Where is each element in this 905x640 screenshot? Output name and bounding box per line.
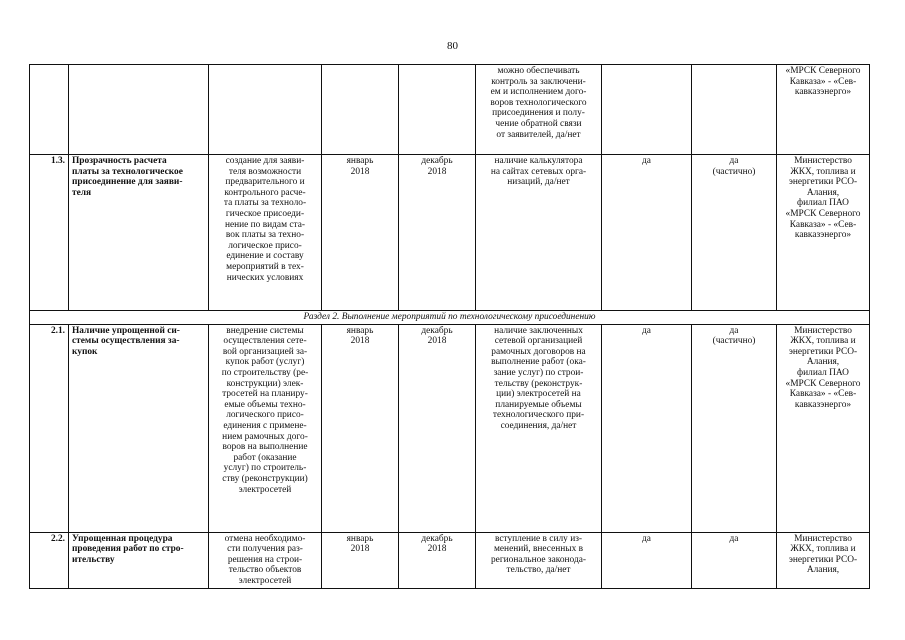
row-value-1: да	[602, 155, 692, 311]
row-responsible: Министерство ЖКХ, топлива и энергетики РСО- Алания, филиал ПАО «МРСК Северного Кавказа» - «Сев- кавказэнерго»	[777, 155, 870, 311]
row-title	[69, 65, 209, 155]
row-indicator: наличие калькулятора на сайтах сетевых орга- низаций, да/нет	[476, 155, 602, 311]
measures-table	[29, 64, 870, 589]
row-start-date: январь 2018	[322, 155, 399, 311]
section-title: Раздел 2. Выполнение мероприятий по технологическому присоединению	[30, 311, 870, 325]
row-value-2: да (частично)	[692, 324, 777, 532]
row-measure: отмена необходимо- сти получения раз- решения на строи- тельство объектов электросетей	[209, 532, 322, 588]
row-number: 2.1.	[30, 324, 69, 532]
row-measure	[209, 65, 322, 155]
row-value-1: да	[602, 324, 692, 532]
row-responsible: Министерство ЖКХ, топлива и энергетики РСО- Алания,	[777, 532, 870, 588]
row-start-date: январь 2018	[322, 324, 399, 532]
row-number: 2.2.	[30, 532, 69, 588]
row-responsible: Министерство ЖКХ, топлива и энергетики РСО- Алания, филиал ПАО «МРСК Северного Кавказа» - «Сев- кавказэнерго»	[777, 324, 870, 532]
table-row	[30, 324, 870, 532]
page-number: 80	[447, 40, 458, 52]
row-end-date: декабрь 2018	[399, 324, 476, 532]
row-title: Упрощенная процедура проведения работ по стро- ительству	[69, 532, 209, 588]
row-indicator: наличие заключенных сетевой организацией рамочных договоров на выполнение работ (ока- зание услуг) по строи- тельству (реконструк- ции) электросетей на планируемые объемы технологического при- соединения, да/нет	[476, 324, 602, 532]
row-end-date: декабрь 2018	[399, 532, 476, 588]
row-value-1: да	[602, 532, 692, 588]
row-start-date	[322, 65, 399, 155]
row-value-2: да	[692, 532, 777, 588]
row-value-2: да (частично)	[692, 155, 777, 311]
row-responsible: «МРСК Северного Кавказа» - «Сев- кавказэнерго»	[777, 65, 870, 155]
row-title: Наличие упрощенной си- стемы осуществления за- купок	[69, 324, 209, 532]
row-value-1	[602, 65, 692, 155]
row-end-date: декабрь 2018	[399, 155, 476, 311]
row-number: 1.3.	[30, 155, 69, 311]
table-row	[30, 532, 870, 588]
row-indicator: можно обеспечивать контроль за заключени- ем и исполнением дого- воров технологического присоединения и полу- чение обратной связи от заявителей, да/нет	[476, 65, 602, 155]
row-number	[30, 65, 69, 155]
row-measure: создание для заяви- теля возможности предварительного и контрольного расче- та платы за техноло- гическое присоеди- нение по видам ста- вок платы за техно- логическое присо- единение и составу мероприятий в тех- нических условиях	[209, 155, 322, 311]
row-indicator: вступление в силу из- менений, внесенных в региональное законода- тельство, да/нет	[476, 532, 602, 588]
row-title: Прозрачность расчета платы за технологическое присоединение для заяви- теля	[69, 155, 209, 311]
table-row	[30, 155, 870, 311]
row-start-date: январь 2018	[322, 532, 399, 588]
table-row	[30, 65, 870, 155]
section-header-row	[30, 311, 870, 325]
row-measure: внедрение системы осуществления сете- вой организацией за- купок работ (услуг) по строительству (ре- конструкции) элек- тросетей на планиру- емые объемы техно- логического присо- единения с примене- нием рамочных дого- воров на выполнение работ (оказание услуг) по строитель- ству (реконструкции) электросетей	[209, 324, 322, 532]
row-value-2	[692, 65, 777, 155]
row-end-date	[399, 65, 476, 155]
